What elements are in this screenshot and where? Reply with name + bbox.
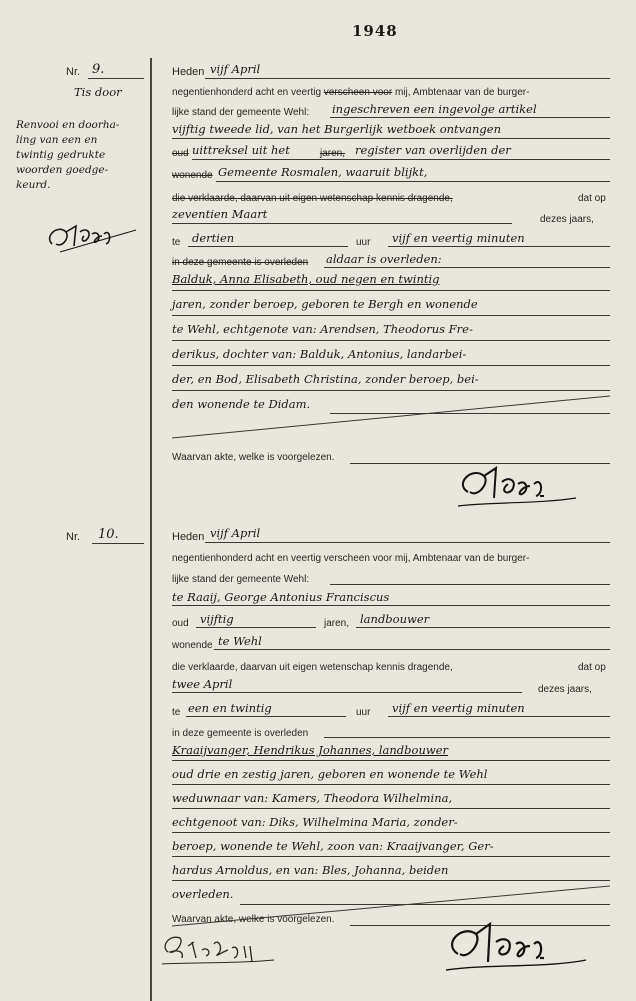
rule [172, 315, 610, 316]
rule [186, 716, 346, 717]
rule [172, 832, 610, 833]
deceased-body-line: der, en Bod, Elisabeth Christina, zonder beroep, bei- [172, 372, 479, 386]
minutes-value: vijf en veertig minuten [392, 701, 525, 715]
margin-note-line: twintig gedrukte [16, 149, 106, 161]
deceased-body-line: te Wehl, echtgenote van: Arendsen, Theodorus Fre- [172, 322, 473, 336]
record-number: 9. [92, 62, 105, 77]
occupation-value: landbouwer [360, 612, 430, 626]
margin-top-note: Tis door [74, 85, 122, 99]
printed-text: dat op [578, 193, 606, 204]
rule [216, 181, 610, 182]
printed-text: dat op [578, 662, 606, 673]
closing-statement: Waarvan akte, welke is voorgelezen. [172, 452, 335, 463]
deceased-body-line: oud drie en zestig jaren, geboren en wonende te Wehl [172, 767, 488, 781]
struck-text: oud [172, 148, 189, 159]
handwritten-line: ingeschreven een ingevolge artikel [332, 102, 537, 116]
declarant-name: te Raaij, George Antonius Franciscus [172, 590, 390, 604]
date-value: vijf April [210, 62, 261, 76]
printed-text: die verklaarde, daarvan uit eigen wetenschap kennis dragende, [172, 662, 453, 673]
printed-text: dezes jaars, [540, 214, 594, 225]
rule [388, 716, 610, 717]
struck-text: wonende [172, 170, 213, 181]
rule [172, 340, 610, 341]
deceased-body-line: Kraaijvanger, Hendrikus Johannes, landbouwer [172, 743, 448, 757]
printed-text: dezes jaars, [538, 684, 592, 695]
residence-value: te Wehl [218, 634, 262, 648]
rule [172, 223, 512, 224]
record-number: 10. [98, 527, 119, 542]
rule [324, 267, 610, 268]
municipality-label: lijke stand der gemeente Wehl: [172, 574, 310, 585]
closing-diagonal-line [172, 392, 612, 442]
margin-note-line: Renvooi en doorha- [16, 119, 120, 131]
deceased-body-line: den wonende te Didam. [172, 397, 311, 411]
rule [172, 290, 610, 291]
rule [172, 605, 610, 606]
struck-text: verscheen voor [323, 87, 393, 98]
rule [324, 737, 610, 738]
deceased-body-line: overleden. [172, 887, 234, 901]
margin-note-line: ling van een en [16, 134, 98, 146]
deceased-body-line: derikus, dochter van: Balduk, Antonius, landarbei- [172, 347, 467, 361]
heden-label: Heden [172, 66, 205, 78]
rule [172, 138, 610, 139]
deceased-body-line: weduwnaar van: Kamers, Theodora Wilhelmina, [172, 791, 453, 805]
registrar-signature [436, 918, 596, 978]
deceased-body-line: jaren, zonder beroep, geboren te Bergh en wonende [172, 297, 478, 311]
struck-text: in deze gemeente is overleden [172, 257, 309, 268]
rule [205, 542, 610, 543]
age-value: vijftig [200, 612, 234, 626]
printed-text: uur [356, 237, 371, 248]
printed-text: oud [172, 618, 189, 629]
hour-value: een en twintig [188, 701, 272, 715]
handwritten-line: uittreksel uit het [192, 143, 290, 157]
hour-value: dertien [192, 231, 235, 245]
printed-text: uur [356, 707, 371, 718]
rule [188, 246, 348, 247]
handwritten-line: vijftig tweede lid, van het Burgerlijk wetboek ontvangen [172, 122, 501, 136]
rule [192, 159, 610, 160]
deceased-body-line: beroep, wonende te Wehl, zoon van: Kraaijvanger, Ger- [172, 839, 494, 853]
handwritten-line: Gemeente Rosmalen, waaruit blijkt, [218, 165, 428, 179]
rule [172, 784, 610, 785]
margin-divider [150, 58, 152, 1001]
rule [388, 246, 610, 247]
rule [172, 390, 610, 391]
printed-text: te [172, 237, 181, 248]
closing-statement: Waarvan akte, welke is voorgelezen. [172, 914, 335, 925]
rule [172, 856, 610, 857]
municipality-label: lijke stand der gemeente Wehl: [172, 107, 310, 118]
margin-initials-signature [40, 218, 140, 258]
deceased-body-line: hardus Arnoldus, en van: Bles, Johanna, beiden [172, 863, 449, 877]
rule [330, 584, 610, 585]
deceased-body-line: echtgenoot van: Diks, Wilhelmina Maria, zonder- [172, 815, 458, 829]
date-value: twee April [172, 677, 233, 691]
date-value: vijf April [210, 526, 261, 540]
minutes-value: vijf en veertig minuten [392, 231, 525, 245]
struck-text: jaren, [320, 148, 346, 159]
margin-renvooi-note [16, 118, 119, 193]
printed-text: wonende [172, 640, 213, 651]
rule [205, 78, 610, 79]
rule [172, 808, 610, 809]
printed-text: in deze gemeente is overleden [172, 728, 309, 739]
deceased-body-line: Balduk, Anna Elisabeth, oud negen en twintig [172, 272, 440, 286]
heden-label: Heden [172, 531, 205, 543]
handwritten-line: register van overlijden der [355, 143, 511, 157]
margin-note-line: woorden goedge- [16, 164, 109, 176]
struck-text: die verklaarde, daarvan uit eigen wetenschap kennis dragende, [172, 193, 453, 204]
printed-line: negentienhonderd acht en veertig verscheen voor mij, Ambtenaar van de burger- [172, 553, 530, 564]
witness-signature [154, 928, 284, 972]
rule [88, 78, 144, 79]
rule [92, 543, 144, 544]
rule [172, 692, 522, 693]
printed-text: negentienhonderd acht en veertig [172, 87, 322, 98]
date-value: zeventien Maart [172, 207, 268, 221]
printed-text: te [172, 707, 181, 718]
rule [330, 117, 610, 118]
record-number-label: Nr. [66, 66, 81, 78]
printed-line [172, 87, 529, 98]
margin-note-line: keurd. [16, 179, 51, 191]
rule [196, 627, 316, 628]
rule [356, 627, 610, 628]
printed-text: jaren, [324, 618, 350, 629]
rule [214, 649, 610, 650]
rule [172, 365, 610, 366]
record-number-label: Nr. [66, 531, 81, 543]
rule [172, 760, 610, 761]
registrar-signature [448, 462, 588, 512]
handwritten-line: aldaar is overleden: [326, 252, 442, 266]
page-year: 1948 [352, 22, 398, 40]
printed-text: mij, Ambtenaar van de burger- [394, 87, 530, 98]
